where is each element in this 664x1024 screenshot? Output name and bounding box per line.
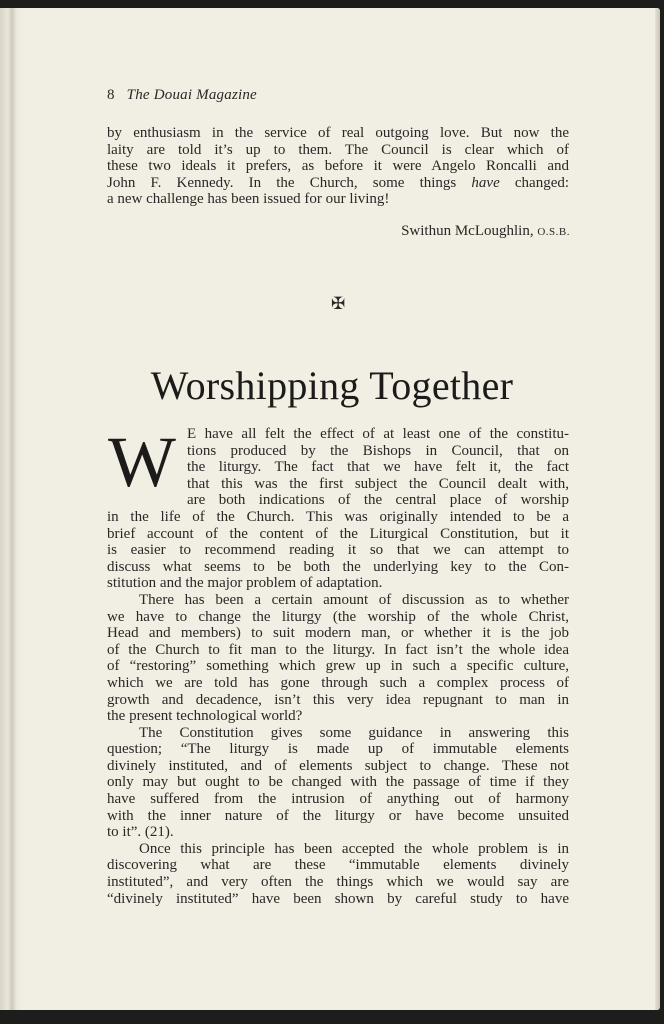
text-line: are both indications of the central place of worship bbox=[187, 492, 569, 509]
text-line: the present technological world? bbox=[107, 708, 303, 725]
text-line: discuss what seems to be both the underlying key to the Con- bbox=[107, 558, 569, 575]
page-gutter bbox=[0, 8, 22, 1010]
text-line: of the Church to fit man to the liturgy. In fact isn’t the whole idea bbox=[107, 641, 569, 658]
text-line: by enthusiasm in the service of real outgoing love. But now the bbox=[107, 125, 569, 141]
text-line: in the life of the Church. This was originally intended to be a bbox=[107, 508, 569, 525]
text-line: brief account of the content of the Liturgical Constitution, but it bbox=[107, 525, 569, 542]
text-line: Head and members) to suit modern man, or whether it is the job bbox=[107, 625, 569, 642]
text-line: divinely instituted, and of elements subject to change. These not bbox=[107, 757, 569, 774]
carryover-paragraph bbox=[107, 125, 569, 208]
paragraph-2 bbox=[107, 592, 569, 725]
text-line: Once this principle has been accepted the whole problem is in bbox=[139, 840, 569, 857]
article-body bbox=[107, 422, 569, 907]
emphasis-word: have bbox=[471, 174, 500, 191]
text-line: E have all felt the effect of at least one of the constitu- bbox=[187, 426, 569, 442]
text-line-emphasis bbox=[107, 175, 569, 192]
cross-ornament: ✠ bbox=[331, 294, 346, 313]
article-title: Worshipping Together bbox=[150, 363, 514, 408]
text-line: only may but ought to be changed with the passage of time if they bbox=[107, 774, 569, 791]
text-line: that this was the first subject the Council dealt with, bbox=[187, 475, 569, 492]
text-line: is easier to recommend reading it so that we can attempt to bbox=[107, 542, 569, 559]
text-line: “divinely instituted” have been shown by careful study to have bbox=[107, 890, 569, 907]
magazine-title: The Douai Magazine bbox=[126, 87, 257, 103]
text-line: growth and decadence, isn’t this very idea repugnant to man in bbox=[107, 691, 569, 708]
text-line: these two ideals it prefers, as before it were Angelo Roncalli and bbox=[107, 158, 569, 175]
drop-cap: W bbox=[108, 422, 176, 502]
text-fragment: John F. Kennedy. In the Church, some things bbox=[107, 174, 457, 191]
paragraph-1 bbox=[107, 422, 569, 592]
text-line: stitution and the major problem of adaptation. bbox=[107, 575, 383, 592]
text-line: of “restoring” something which grew up in such a specific culture, bbox=[107, 658, 569, 675]
page-edge bbox=[655, 8, 660, 1010]
text-line: a new challenge has been issued for our living! bbox=[107, 191, 390, 208]
running-head bbox=[107, 87, 257, 104]
author-suffix: O.S.B. bbox=[537, 226, 570, 238]
text-line: have suffered from the intrusion of anything out of harmony bbox=[107, 791, 569, 808]
text-line: laity are told it’s up to them. The Council is clear which of bbox=[107, 141, 569, 158]
author-name: Swithun McLoughlin, bbox=[401, 223, 534, 239]
text-line: which we are told has gone through such a complex process of bbox=[107, 674, 569, 691]
text-line: instituted”, and very often the things which we would say are bbox=[107, 874, 569, 891]
text-line: question; “The liturgy is made up of immutable elements bbox=[107, 741, 569, 758]
text-line: to it”. (21). bbox=[107, 824, 174, 841]
text-fragment: changed: bbox=[499, 174, 570, 191]
text-line: tions produced by the Bishops in Council, that on bbox=[187, 442, 569, 459]
text-line: with the inner nature of the liturgy or have become unsuited bbox=[107, 807, 569, 824]
paragraph-4 bbox=[107, 841, 569, 907]
text-line: the liturgy. The fact that we have felt it, the fact bbox=[187, 459, 569, 476]
text-line: The Constitution gives some guidance in answering this bbox=[139, 724, 569, 741]
author-signature bbox=[401, 223, 570, 240]
paragraph-3 bbox=[107, 725, 569, 841]
text-line: There has been a certain amount of discussion as to whether bbox=[139, 591, 569, 608]
page-number: 8 bbox=[107, 87, 115, 103]
text-line: discovering what are these “immutable elements divinely bbox=[107, 857, 569, 874]
text-line: we have to change the liturgy (the worship of the whole Christ, bbox=[107, 608, 569, 625]
